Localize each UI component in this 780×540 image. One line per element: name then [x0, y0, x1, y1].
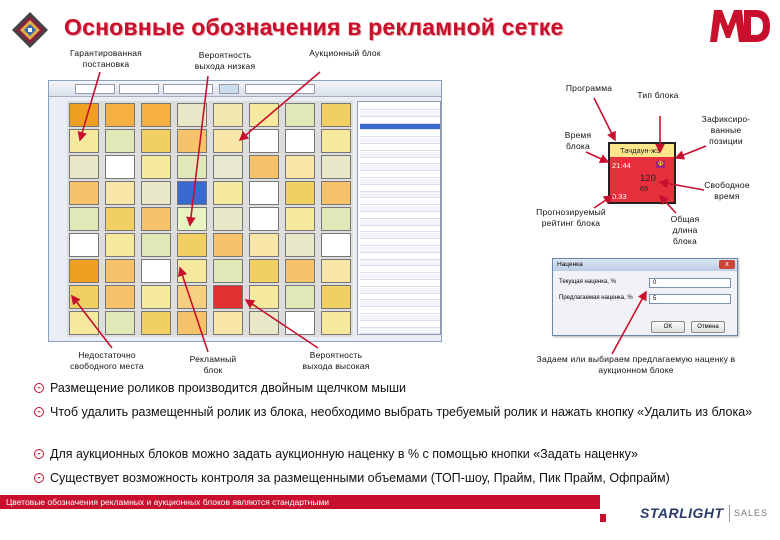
table-row[interactable]	[360, 138, 440, 144]
grid-cell[interactable]	[177, 259, 207, 283]
table-row[interactable]	[360, 281, 440, 287]
annotation-auction: Аукционный блок	[309, 48, 381, 58]
grid-cell[interactable]	[69, 181, 99, 205]
arrow-fixed	[676, 146, 706, 158]
bullet-icon: ⁃	[34, 383, 44, 393]
grid-cell[interactable]	[249, 181, 279, 205]
table-row[interactable]	[360, 322, 440, 328]
table-row[interactable]	[360, 247, 440, 253]
grid-cell[interactable]	[285, 233, 315, 257]
table-row[interactable]	[360, 220, 440, 226]
bullet-item	[34, 446, 754, 463]
current-markup-field[interactable]: 0	[649, 278, 731, 288]
grid-cell[interactable]	[249, 285, 279, 309]
grid-cell[interactable]	[141, 129, 171, 153]
grid-cell[interactable]	[141, 259, 171, 283]
footer-text: Цветовые обозначения рекламных и аукционных блоков являются стандартными	[6, 497, 330, 507]
grid-cell[interactable]	[105, 103, 135, 127]
annotation-free-time: Свободное время	[704, 180, 750, 201]
grid-cell[interactable]	[249, 311, 279, 335]
annotation-total-length: Общая длина блока	[670, 214, 700, 246]
block-rating: 0.33	[612, 192, 627, 201]
table-row[interactable]	[360, 226, 440, 232]
grid-cell[interactable]	[177, 285, 207, 309]
close-button[interactable]: x	[719, 260, 735, 269]
table-row[interactable]	[360, 254, 440, 260]
grid-cell[interactable]	[285, 181, 315, 205]
bullet-text: Чтоб удалить размещенный ролик из блока, необходимо выбрать требуемый ролик и нажать кнопку «Удалить из блока»	[50, 405, 753, 419]
grid-cell[interactable]	[249, 129, 279, 153]
grid-cell[interactable]	[321, 129, 351, 153]
grid-cell[interactable]	[69, 103, 99, 127]
starlight-logo: STARLIGHT	[640, 505, 724, 521]
table-row[interactable]	[360, 274, 440, 280]
grid-cell[interactable]	[105, 207, 135, 231]
grid-cell[interactable]	[249, 233, 279, 257]
grid-cell[interactable]	[321, 259, 351, 283]
grid-cell[interactable]	[69, 311, 99, 335]
grid-cell[interactable]	[285, 103, 315, 127]
proposed-markup-label: Предлагаемая наценка, %	[559, 295, 633, 301]
grid-cell[interactable]	[321, 311, 351, 335]
annotation-high-prob: Вероятность выхода высокая	[302, 350, 370, 371]
ad-grid	[67, 101, 353, 337]
grid-cell[interactable]	[285, 259, 315, 283]
table-row[interactable]	[360, 294, 440, 300]
table-row[interactable]	[360, 288, 440, 294]
md-logo	[708, 6, 772, 46]
grid-cell[interactable]	[141, 233, 171, 257]
block-time: 21:44	[612, 161, 631, 170]
table-row[interactable]	[360, 104, 440, 110]
grid-cell[interactable]	[249, 155, 279, 179]
grid-cell[interactable]	[213, 181, 243, 205]
table-row[interactable]	[360, 199, 440, 205]
toolbar-button[interactable]	[219, 84, 239, 94]
grid-cell[interactable]	[177, 129, 207, 153]
block-type-badge: Ф	[658, 161, 664, 168]
sales-label: SALES	[734, 508, 769, 518]
table-row[interactable]	[360, 131, 440, 137]
annotation-fixed: Зафиксиро-ванные позиции	[701, 114, 751, 146]
filter-field[interactable]	[245, 84, 315, 94]
page-title: Основные обозначения в рекламной сетке	[64, 14, 564, 40]
ok-button[interactable]: OK	[651, 321, 685, 333]
grid-cell[interactable]	[69, 155, 99, 179]
grid-cell[interactable]	[213, 129, 243, 153]
table-row[interactable]	[360, 172, 440, 178]
block-length: 120	[640, 173, 656, 184]
grid-cell[interactable]	[249, 103, 279, 127]
block-free-time: 65	[640, 184, 649, 193]
proposed-markup-select[interactable]: 5	[649, 294, 731, 304]
grid-cell[interactable]	[213, 207, 243, 231]
grid-cell[interactable]	[321, 285, 351, 309]
grid-cell[interactable]	[105, 285, 135, 309]
grid-cell[interactable]	[141, 285, 171, 309]
annotation-set-markup: Задаем или выбираем предлагаемую наценку в аукционном блоке	[536, 354, 736, 375]
bullet-item	[34, 380, 754, 397]
annotation-guaranteed: Гарантированная постановка	[70, 48, 142, 69]
grid-cell[interactable]	[321, 207, 351, 231]
table-row[interactable]	[360, 267, 440, 273]
bullet-text: Размещение роликов производится двойным щелчком мыши	[50, 381, 407, 395]
table-row[interactable]	[360, 301, 440, 307]
table-row[interactable]	[360, 206, 440, 212]
grid-cell[interactable]	[141, 311, 171, 335]
annotation-program: Программа	[565, 83, 613, 93]
grid-cell[interactable]	[249, 259, 279, 283]
footer-accent	[600, 514, 606, 522]
schedule-grid-screenshot	[48, 80, 442, 342]
table-row[interactable]	[360, 328, 440, 334]
table-row[interactable]	[360, 192, 440, 198]
grid-cell[interactable]	[213, 311, 243, 335]
annotation-block-type: Тип блока	[637, 90, 679, 100]
grid-cell[interactable]	[321, 103, 351, 127]
table-row[interactable]	[360, 240, 440, 246]
table-row[interactable]	[360, 315, 440, 321]
table-row[interactable]	[360, 260, 440, 266]
grid-cell[interactable]	[213, 155, 243, 179]
table-row[interactable]	[360, 186, 440, 192]
grid-cell[interactable]	[177, 181, 207, 205]
dialog-title: Наценка	[553, 259, 737, 271]
app-toolbar	[49, 81, 441, 97]
date-from-field[interactable]	[75, 84, 115, 94]
grid-cell[interactable]	[69, 259, 99, 283]
grid-cell[interactable]	[285, 155, 315, 179]
grid-cell[interactable]	[177, 311, 207, 335]
bullet-icon: ⁃	[34, 473, 44, 483]
annotation-not-enough: Недостаточно свободного места	[70, 350, 144, 371]
grid-cell[interactable]	[69, 207, 99, 231]
grid-cell[interactable]	[69, 285, 99, 309]
table-row[interactable]	[360, 165, 440, 171]
grid-cell[interactable]	[321, 233, 351, 257]
table-row[interactable]	[360, 111, 440, 117]
grid-cell[interactable]	[177, 155, 207, 179]
grid-cell[interactable]	[141, 103, 171, 127]
table-row[interactable]	[360, 213, 440, 219]
grid-cell[interactable]	[141, 155, 171, 179]
bullet-text: Существует возможность контроля за размещенными объемами (ТОП-шоу, Прайм, Пик Прайм, Офпрайм)	[50, 471, 670, 485]
grid-cell[interactable]	[285, 129, 315, 153]
grid-cell[interactable]	[105, 129, 135, 153]
current-markup-label: Текущая наценка, %	[559, 279, 616, 285]
grid-cell[interactable]	[105, 233, 135, 257]
arrow-block-time	[586, 152, 608, 162]
table-row[interactable]	[360, 145, 440, 151]
grid-cell[interactable]	[321, 155, 351, 179]
spots-table	[357, 101, 441, 335]
grid-cell[interactable]	[249, 207, 279, 231]
table-row[interactable]	[360, 124, 440, 130]
grid-cell[interactable]	[285, 285, 315, 309]
grid-cell[interactable]	[177, 233, 207, 257]
annotation-low-prob: Вероятность выхода низкая	[194, 50, 256, 71]
table-row[interactable]	[360, 158, 440, 164]
table-row[interactable]	[360, 179, 440, 185]
table-row[interactable]	[360, 308, 440, 314]
table-row[interactable]	[360, 118, 440, 124]
table-row[interactable]	[360, 233, 440, 239]
ad-block-zoom	[608, 142, 676, 204]
date-to-field[interactable]	[119, 84, 159, 94]
channel-select[interactable]	[163, 84, 213, 94]
grid-cell[interactable]	[213, 259, 243, 283]
grid-cell[interactable]	[69, 129, 99, 153]
grid-cell[interactable]	[213, 233, 243, 257]
cancel-button[interactable]: Отмена	[691, 321, 725, 333]
grid-cell[interactable]	[141, 181, 171, 205]
bullet-icon: ⁃	[34, 407, 44, 417]
grid-cell[interactable]	[213, 285, 243, 309]
bullet-text: Для аукционных блоков можно задать аукционную наценку в % с помощью кнопки «Задать наценку»	[50, 447, 639, 461]
annotation-block-time: Время блока	[564, 130, 592, 151]
block-program-name: Тачдаун-жэ	[620, 146, 660, 155]
markup-dialog	[552, 258, 738, 336]
bullet-item	[34, 404, 754, 421]
logo-divider	[729, 505, 730, 522]
grid-cell[interactable]	[105, 259, 135, 283]
annotation-rating: Прогнозируемый рейтинг блока	[536, 207, 606, 228]
bullet-item	[34, 470, 754, 487]
table-row[interactable]	[360, 152, 440, 158]
logo-cube-icon	[10, 10, 50, 50]
grid-cell[interactable]	[177, 103, 207, 127]
grid-cell[interactable]	[213, 103, 243, 127]
grid-cell[interactable]	[285, 207, 315, 231]
grid-cell[interactable]	[69, 233, 99, 257]
grid-cell[interactable]	[105, 181, 135, 205]
grid-cell[interactable]	[285, 311, 315, 335]
grid-cell[interactable]	[105, 311, 135, 335]
grid-cell[interactable]	[141, 207, 171, 231]
annotation-ad-block: Рекламный блок	[189, 354, 237, 375]
grid-cell[interactable]	[321, 181, 351, 205]
grid-cell[interactable]	[177, 207, 207, 231]
bullet-icon: ⁃	[34, 449, 44, 459]
grid-cell[interactable]	[105, 155, 135, 179]
